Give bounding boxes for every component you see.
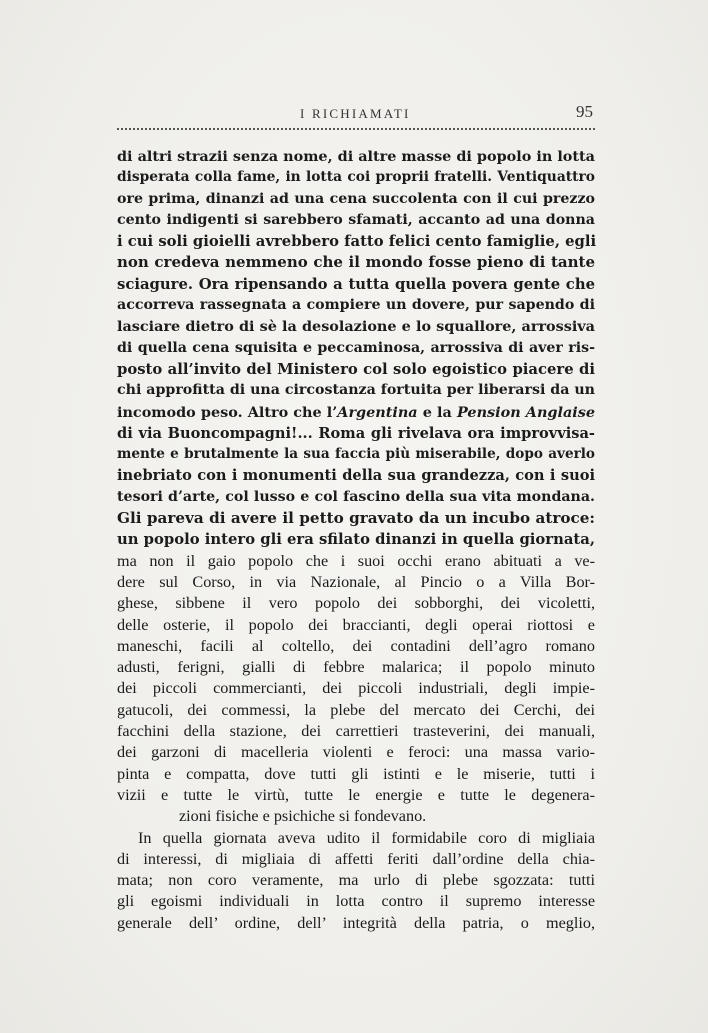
text-line: ma non il gaio popolo che i suoi occhi erano abituati a ve- [117,551,595,570]
text-line: disperata colla fame, in lotta coi proprii fratelli. Ventiquattro [117,169,595,186]
text-line: zioni fisiche e psichiche si fondevano. [179,807,427,826]
italic-title-pension: Pension Anglaise [456,403,596,421]
text-line: chi approfitta di una circostanza fortuita per liberarsi da un [117,382,595,399]
text-line: non credeva nemmeno che il mondo fosse pieno di tante [117,253,595,272]
text-line: dere sul Corso, in via Nazionale, al Pincio o a Villa Bor- [117,572,595,591]
text-line: gatucoli, dei commessi, la plebe del mercato dei Cerchi, dei [117,700,595,719]
text-span: e la [417,403,457,421]
text-line: delle osterie, il popolo dei braccianti, degli operai riottosi e [117,615,595,634]
header-rule [117,128,595,130]
page-number: 95 [576,102,593,121]
body-text [117,146,595,934]
text-line: facchini della stazione, dei carrettieri trasteverini, dei manuali, [117,722,595,741]
text-line: lasciare dietro di sè la desolazione e lo squallore, arrossiva [117,318,595,336]
text-line: i cui soli gioielli avrebbero fatto felici cento famiglie, egli [117,233,597,251]
text-line: di interessi, di migliaia di affetti feriti dall’ordine della chia- [117,849,595,868]
text-line: di via Buoncompagni!... Roma gli rivelava ora improvvisa- [117,424,595,442]
text-line: vizii e tutte le virtù, tutte le energie e tutte le degenera- [117,785,595,804]
running-head: I RICHIAMATI [300,106,411,121]
text-line: dei garzoni di macelleria violenti e feroci: una massa vario- [117,743,595,762]
text-line: gli egoismi individuali in lotta contro il supremo interesse [117,892,595,911]
text-line-italic [117,402,595,423]
text-line: generale dell’ ordine, dell’ integrità della patria, o meglio, [117,913,595,932]
text-line: Gli pareva di avere il petto gravato da un incubo atroce: [117,509,595,528]
text-line: pinta e compatta, dove tutti gli istinti e le miserie, tutti i [117,764,595,783]
text-line: accorreva rassegnata a compiere un dovere, pur sapendo di [117,297,595,314]
page-header [117,100,595,128]
text-line: inebriato con i monumenti della sua grandezza, con i suoi [117,467,595,485]
text-line: maneschi, facili al coltello, dei contadini dell’agro romano [117,636,595,655]
text-line: In quella giornata aveva udito il formidabile coro di migliaia [138,828,595,847]
text-line: posto all’invito del Ministero col solo egoistico piacere di [117,360,595,378]
text-line: di quella cena squisita e peccaminosa, arrossiva di aver ris- [117,339,595,356]
italic-title-argentina: Argentina [337,403,418,421]
text-line: sciagure. Ora ripensando a tutta quella povera gente che [117,275,595,293]
text-line: adusti, ferigni, gialli di febbre malarica; il popolo minuto [117,658,595,677]
text-line: un popolo intero gli era sfilato dinanzi in quella giornata, [117,531,595,549]
text-line: mente e brutalmente la sua faccia più miserabile, dopo averlo [117,446,595,463]
text-line: tesori d’arte, col lusso e col fascino della sua vita mondana. [117,488,595,505]
text-line: dei piccoli commercianti, dei piccoli industriali, degli impie- [117,679,595,698]
text-line: cento indigenti si sarebbero sfamati, accanto ad una donna [117,211,595,228]
text-line: di altri strazii senza nome, di altre masse di popolo in lotta [117,148,595,165]
text-line: mata; non coro veramente, ma urlo di plebe sgozzata: tutti [117,871,595,890]
text-span: incomodo peso. Altro che l’ [117,403,338,421]
text-line: ore prima, dinanzi ad una cena succolenta con il cui prezzo [117,190,595,207]
text-line: ghese, sibbene il vero popolo dei sobborghi, dei vicoletti, [117,594,595,613]
